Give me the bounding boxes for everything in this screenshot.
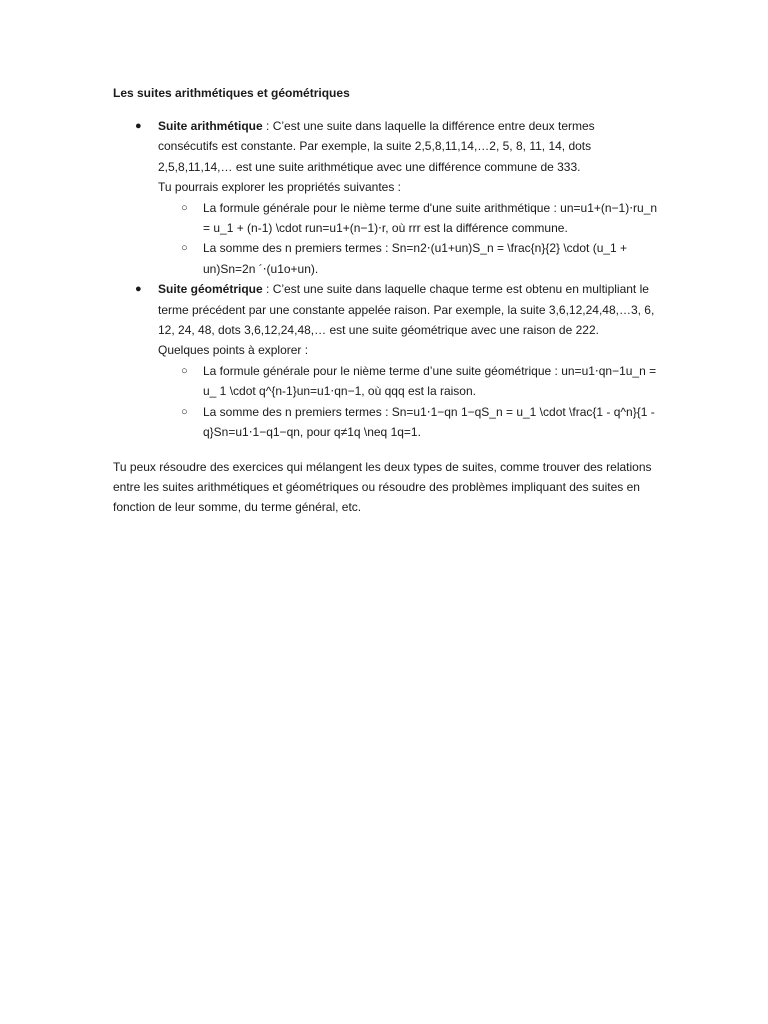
term-definition: : C’est une suite dans laquelle la différence entre deux termes consécutifs est constante. Par exemple, la suite 2,5,8,11,14,…2, 5, 8, 11, 14, dots 2,5,8,11,14,… est une suite arithmétique avec une différence commune de 333. <box>158 119 595 174</box>
filled-bullet-icon: ● <box>135 120 142 132</box>
explore-intro: Tu pourrais explorer les propriétés suivantes : <box>158 180 401 195</box>
sub-item-text: La formule générale pour le nième terme d'une suite arithmétique : un=u1+(n−1)⋅ru_n = u_1 + (n-1) \cdot run=u1+(n−1)⋅r, où rrr est la différence commune. <box>203 200 658 236</box>
sub-list-item <box>181 402 658 443</box>
closing-paragraph: Tu peux résoudre des exercices qui mélangent les deux types de suites, comme trouver des relations entre les suites arithmétiques et géométriques ou résoudre des problèmes impliquant des suites en fonction de leur somme, du terme général, etc. <box>113 459 652 515</box>
term-definition: : C’est une suite dans laquelle chaque terme est obtenu en multipliant le terme précédent par une constante appelée raison. Par exemple, la suite 3,6,12,24,48,…3, 6, 12, 24, 48, dots 3,6,12,24,48,… est une suite géométrique avec une raison de 222. <box>158 282 655 338</box>
hollow-bullet-icon: ○ <box>181 201 188 214</box>
hollow-bullet-icon: ○ <box>181 364 188 377</box>
sub-list <box>158 198 658 280</box>
term-label: Suite géométrique <box>158 282 263 297</box>
sub-item-text: La formule générale pour le nième terme d’une suite géométrique : un=u1⋅qn−1u_n = u_ 1 \cdot q^{n-1}un=u1⋅qn−1, où qqq est la raison. <box>203 363 657 399</box>
sub-list-item <box>181 361 658 402</box>
sub-item-text: La somme des n premiers termes : Sn=u1⋅1−qn 1−qS_n = u_1 \cdot \frac{1 - q^n}{1 - q}Sn=u1⋅1−q1−qn, pour q≠1q \neq 1q=1. <box>203 404 655 440</box>
list-item-geometric <box>135 279 658 442</box>
document-page <box>113 84 658 518</box>
list-item-arithmetic <box>135 116 658 279</box>
explore-intro: Quelques points à explorer : <box>158 343 309 358</box>
document-title: Les suites arithmétiques et géométriques <box>113 86 350 100</box>
hollow-bullet-icon: ○ <box>181 242 188 255</box>
sub-item-text: La somme des n premiers termes : Sn=n2⋅(u1+un)S_n = \frac{n}{2} \cdot (u_1 + un)Sn=2n ´⋅(u1o+un). <box>203 241 628 276</box>
hollow-bullet-icon: ○ <box>181 405 188 418</box>
sub-list-item <box>181 198 658 239</box>
sub-list <box>158 361 658 443</box>
term-label: Suite arithmétique <box>158 119 263 133</box>
sub-list-item <box>181 238 658 279</box>
main-list <box>113 116 658 443</box>
filled-bullet-icon: ● <box>135 283 142 296</box>
